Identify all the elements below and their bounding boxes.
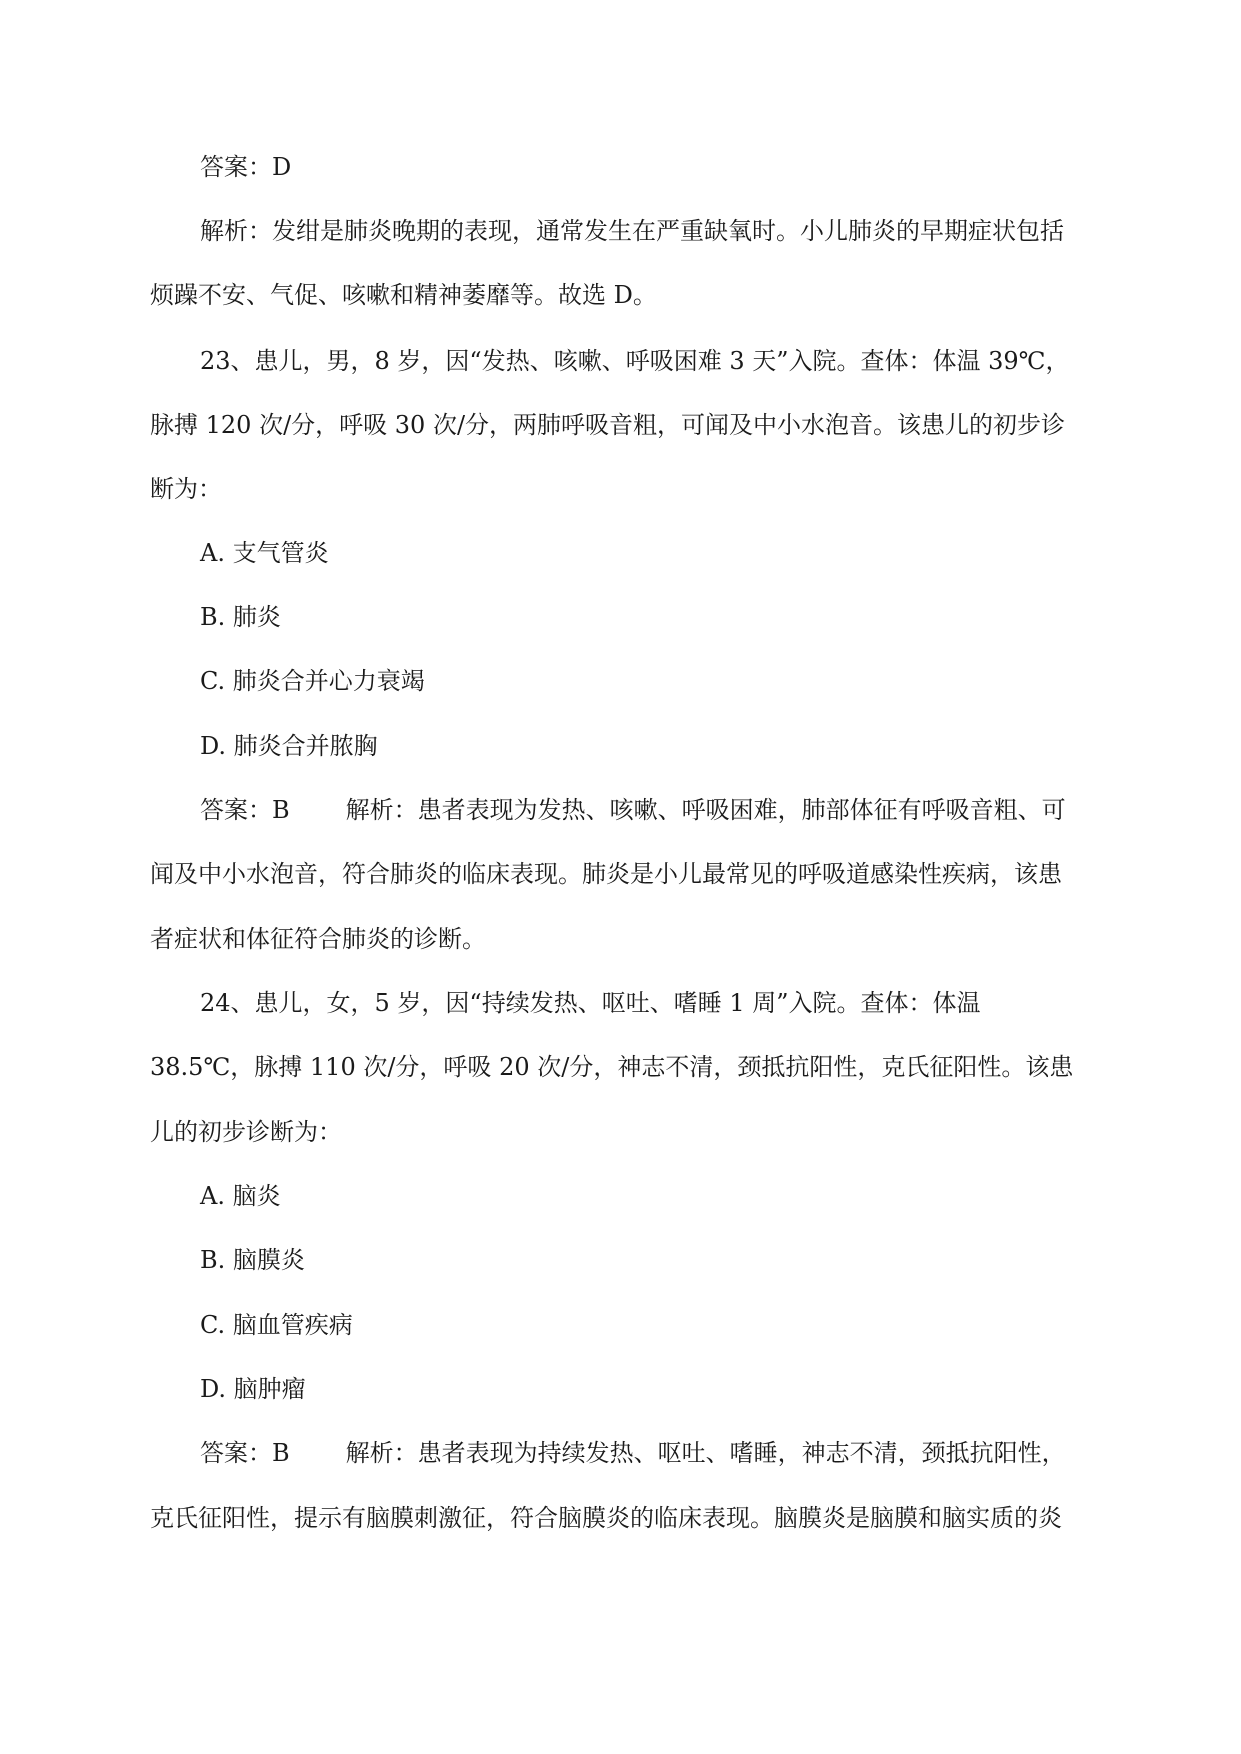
q23-analysis-line-1: 解析：患者表现为发热、咳嗽、呼吸困难，肺部体征有呼吸音粗、可 [345, 796, 1066, 824]
q23-stem-line-2: 脉搏 120 次/分，呼吸 30 次/分，两肺呼吸音粗，可闻及中小水泡音。该患儿的初步诊 [150, 411, 1066, 439]
q24-option-a: A. 脑炎 [200, 1182, 281, 1210]
q24-option-b: B. 脑膜炎 [200, 1246, 305, 1274]
q23-option-d: D. 肺炎合并脓胸 [200, 732, 378, 760]
q24-stem-line-1: 24、患儿，女，5 岁，因“持续发热、呕吐、嗜睡 1 周”入院。查体：体温 [200, 989, 981, 1017]
q23-option-b: B. 肺炎 [200, 603, 281, 631]
q24-analysis-line-1: 解析：患者表现为持续发热、呕吐、嗜睡，神志不清，颈抵抗阳性， [345, 1439, 1066, 1467]
q23-answer: 答案：B [200, 796, 290, 824]
q22-answer: 答案：D [200, 153, 292, 181]
q24-stem-line-2: 38.5℃，脉搏 110 次/分，呼吸 20 次/分，神志不清，颈抵抗阳性，克氏征阳性。该患 [150, 1053, 1074, 1081]
q23-analysis-line-2: 闻及中小水泡音，符合肺炎的临床表现。肺炎是小儿最常见的呼吸道感染性疾病，该患 [150, 860, 1062, 888]
q24-stem-line-3: 儿的初步诊断为： [150, 1118, 342, 1146]
q23-answer-line [200, 795, 1066, 825]
q23-stem-line-1: 23、患儿，男，8 岁，因“发热、咳嗽、呼吸困难 3 天”入院。查体：体温 39℃， [200, 347, 1070, 375]
q24-option-c: C. 脑血管疾病 [200, 1311, 353, 1339]
q23-analysis-line-3: 者症状和体征符合肺炎的诊断。 [150, 925, 486, 953]
q24-option-d: D. 脑肿瘤 [200, 1375, 306, 1403]
q23-option-c: C. 肺炎合并心力衰竭 [200, 667, 425, 695]
q24-answer-line [200, 1438, 1066, 1468]
q22-analysis-line-1: 解析：发绀是肺炎晚期的表现，通常发生在严重缺氧时。小儿肺炎的早期症状包括 [200, 217, 1064, 245]
q22-analysis-line-2: 烦躁不安、气促、咳嗽和精神萎靡等。故选 D。 [150, 281, 657, 309]
q23-stem-line-3: 断为： [150, 475, 222, 503]
q24-analysis-line-2: 克氏征阳性，提示有脑膜刺激征，符合脑膜炎的临床表现。脑膜炎是脑膜和脑实质的炎 [150, 1504, 1062, 1532]
q24-answer: 答案：B [200, 1439, 290, 1467]
q23-option-a: A. 支气管炎 [200, 539, 329, 567]
